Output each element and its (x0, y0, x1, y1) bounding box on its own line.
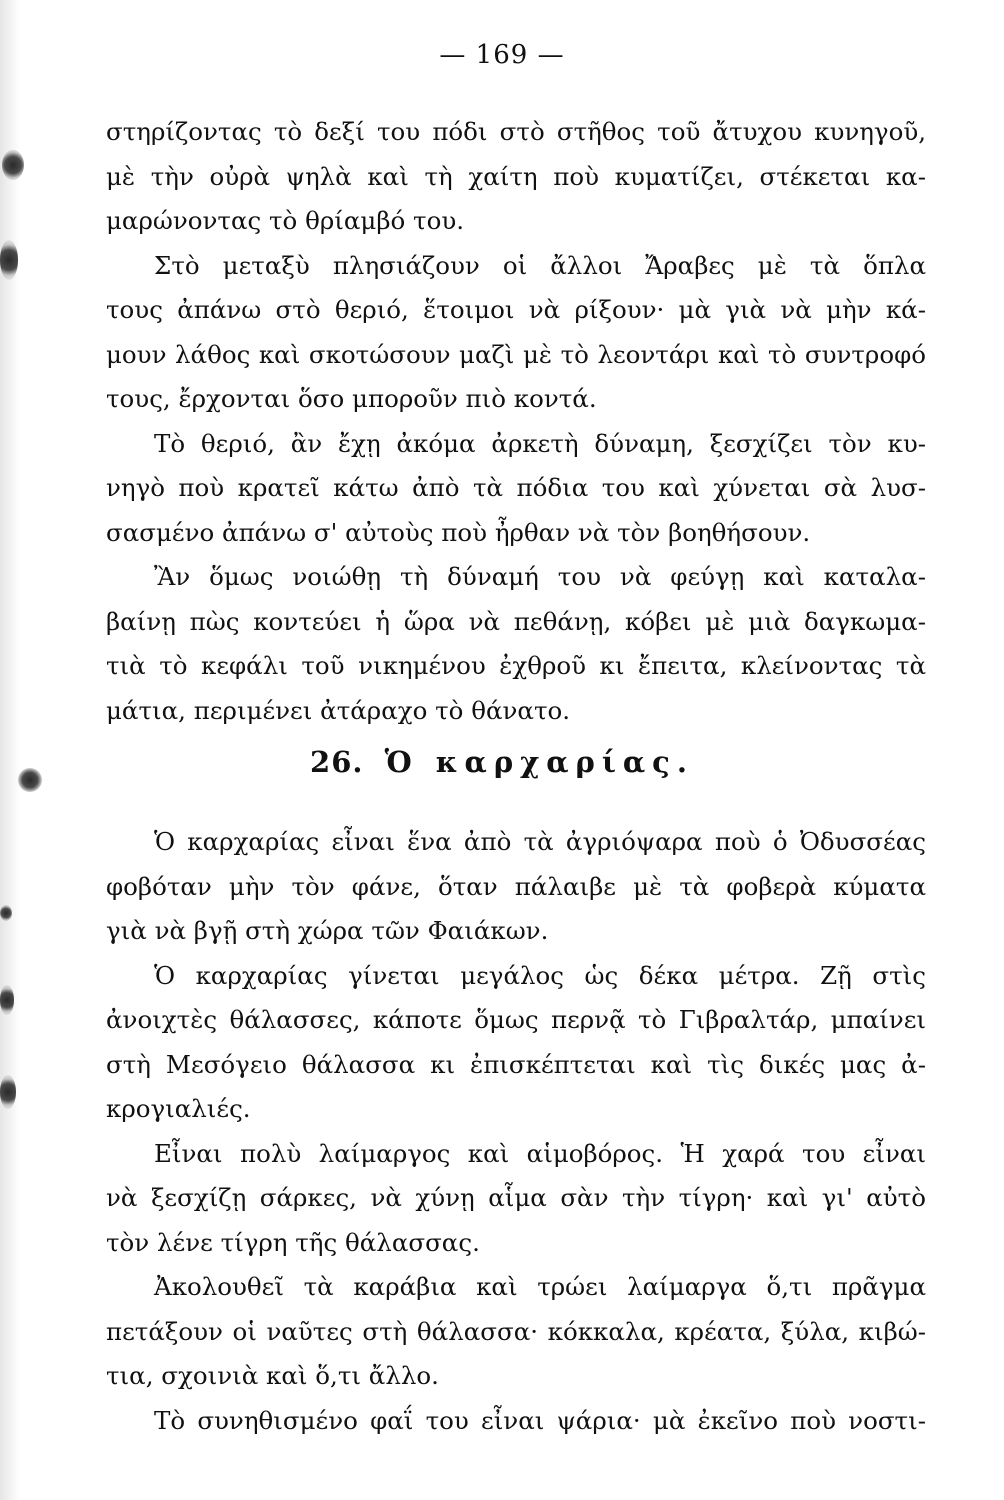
binding-hole-mark (2, 150, 24, 180)
binding-hole-mark (0, 905, 12, 921)
text-line: Τὸ θεριό, ἂν ἔχῃ ἀκόμα ἀρκετὴ δύναμη, ξεσχίζει τὸν κυ- (154, 428, 926, 458)
text-line: στὴ Μεσόγειο θάλασσα κι ἐπισκέπτεται καὶ τὶς δικές μας ἀ- (106, 1049, 926, 1079)
text-line: Εἶναι πολὺ λαίμαργος καὶ αἱμοβόρος. Ἡ χαρά του εἶναι (154, 1138, 926, 1168)
text-line: Ὁ καρχαρίας εἶναι ἕνα ἀπὸ τὰ ἀγριόψαρα ποὺ ὁ Ὀδυσσέας (154, 827, 926, 856)
text-line: Ἀκολουθεῖ τὰ καράβια καὶ τρώει λαίμαργα ὅ,τι πρᾶγμα (154, 1272, 926, 1301)
text-line: νὰ ξεσχίζῃ σάρκες, νὰ χύνῃ αἷμα σὰν τὴν τίγρη· καὶ γι' αὐτὸ (106, 1183, 926, 1212)
text-line: φοβόταν μὴν τὸν φάνε, ὅταν πάλαιβε μὲ τὰ φοβερὰ κύματα (106, 871, 926, 901)
text-line: μουν λάθος καὶ σκοτώσουν μαζὶ μὲ τὸ λεοντάρι καὶ τὸ συντροφό (106, 339, 926, 369)
text-line: τια, σχοινιὰ καὶ ὅ,τι ἄλλο. (106, 1361, 439, 1390)
section-heading (0, 745, 1004, 779)
text-line: Ἂν ὅμως νοιώθῃ τὴ δύναμή του νὰ φεύγῃ καὶ καταλα- (154, 562, 926, 591)
text-line: σασμένο ἀπάνω σ' αὐτοὺς ποὺ ἦρθαν νὰ τὸν βοηθήσουν. (106, 517, 811, 547)
section-title: Ὁ καρχαρίας. (384, 745, 694, 779)
text-line: πετάξουν οἱ ναῦτες στὴ θάλασσα· κόκκαλα, κρέατα, ξύλα, κιβώ- (106, 1316, 926, 1346)
text-line: μὲ τὴν οὐρὰ ψηλὰ καὶ τὴ χαίτη ποὺ κυματίζει, στέκεται κα- (106, 161, 926, 191)
text-line: τους, ἔρχονται ὅσο μποροῦν πιὸ κοντά. (106, 384, 597, 413)
text-line: τιὰ τὸ κεφάλι τοῦ νικημένου ἐχθροῦ κι ἔπειτα, κλείνοντας τὰ (106, 651, 926, 680)
section-number: 26. (310, 745, 364, 779)
binding-hole-mark (0, 240, 18, 280)
text-line: μαρώνοντας τὸ θρίαμβό του. (106, 206, 465, 235)
text-line: κρογιαλιές. (106, 1094, 251, 1123)
binding-hole-mark (0, 1075, 16, 1109)
binding-hole-mark (0, 985, 14, 1015)
text-line: Τὸ συνηθισμένο φαΐ του εἶναι ψάρια· μὰ ἐκεῖνο ποὺ νοστι- (154, 1405, 926, 1435)
text-line: βαίνῃ πὼς κοντεύει ἡ ὥρα νὰ πεθάνῃ, κόβει μὲ μιὰ δαγκωμα- (106, 606, 926, 636)
text-line: στηρίζοντας τὸ δεξί του πόδι στὸ στῆθος τοῦ ἄτυχου κυνηγοῦ, (106, 117, 926, 146)
text-line: ἀνοιχτὲς θάλασσες, κάποτε ὅμως περνᾷ τὸ Γιβραλτάρ, μπαίνει (106, 1005, 926, 1034)
text-line: νηγὸ ποὺ κρατεῖ κάτω ἀπὸ τὰ πόδια του καὶ χύνεται σὰ λυσ- (106, 473, 926, 502)
page-number: — 169 — (439, 40, 565, 70)
text-line: γιὰ νὰ βγῇ στὴ χώρα τῶν Φαιάκων. (106, 916, 549, 945)
text-block-bottom (106, 820, 926, 1443)
text-block-top (106, 110, 926, 733)
text-line: τὸν λένε τίγρη τῆς θάλασσας. (106, 1227, 480, 1257)
text-line: Ὁ καρχαρίας γίνεται μεγάλος ὡς δέκα μέτρα. Ζῇ στὶς (154, 960, 926, 990)
text-line: Στὸ μεταξὺ πλησιάζουν οἱ ἄλλοι Ἄραβες μὲ τὰ ὅπλα (154, 250, 926, 280)
text-line: μάτια, περιμένει ἀτάραχο τὸ θάνατο. (106, 695, 571, 725)
text-line: τους ἀπάνω στὸ θεριό, ἕτοιμοι νὰ ρίξουν· μὰ γιὰ νὰ μὴν κά- (106, 295, 926, 324)
